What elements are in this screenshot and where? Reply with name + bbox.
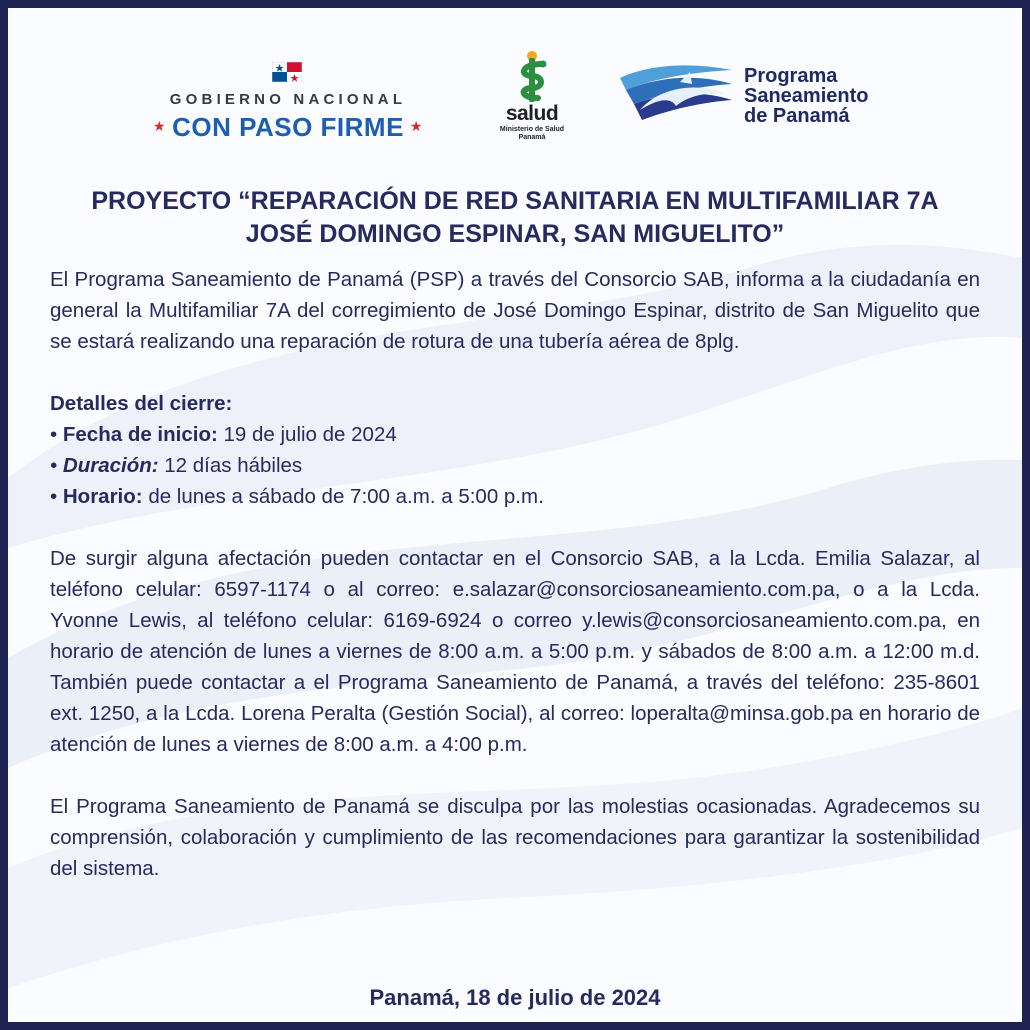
star-icon: ★	[153, 118, 167, 134]
psp-line: Saneamiento	[744, 85, 869, 107]
salud-text: salud	[505, 102, 559, 125]
ministerio-text	[482, 126, 582, 142]
gobierno-logo	[138, 54, 438, 144]
psp-line: de Panamá	[744, 105, 850, 127]
details-heading: Detalles del cierre:	[50, 392, 233, 415]
detail-label: Fecha de inicio:	[62, 423, 218, 446]
contact-paragraph: De surgir alguna afectación pueden contactar en el Consorcio SAB, a la Lcda. Emilia Salazar, al teléfono celular: 6597-1174 o al correo: e.salazar@consorciosaneamiento.com.pa, o a la Lcda. Yvonne Lewis, al teléfono celular: 6169-6924 o correo y.lewis@consorciosaneamiento.com.pa, en horario de atención de lunes a viernes de 8:00 a.m. a 5:00 p.m. y sábados de 8:00 a.m. a 12:00 m.d. También puede contactar a el Programa Saneamiento de Panamá, a través del teléfono: 235-8601 ext. 1250, a la Lcda. Lorena Peralta (Gestión Social), al correo: loperalta@minsa.gob.pa en horario de atención de lunes a viernes de 8:00 a.m. a 4:00 p.m.	[50, 547, 980, 756]
detail-item: • Duración: 12 días hábiles	[50, 454, 303, 477]
psp-line: Programa	[744, 65, 838, 87]
detail-item: • Horario: de lunes a sábado de 7:00 a.m. a 5:00 p.m.	[50, 485, 544, 508]
ministerio-line: Ministerio de Salud	[499, 126, 565, 133]
logo-bar	[8, 44, 1022, 154]
title-line-2: JOSÉ DOMINGO ESPINAR, SAN MIGUELITO”	[245, 220, 785, 248]
detail-value: de lunes a sábado de 7:00 a.m. a 5:00 p.m.	[148, 485, 544, 508]
detail-value: 12 días hábiles	[164, 454, 303, 477]
intro-paragraph: El Programa Saneamiento de Panamá (PSP) a través del Consorcio SAB, informa a la ciudadanía en general la Multifamiliar 7A del corregimiento de José Domingo Espinar, distrito de San Miguelito que se estará realizando una reparación de rotura de una tubería aérea de 8plg.	[50, 268, 980, 353]
minsa-logo	[482, 50, 582, 150]
panama-flag-icon	[272, 62, 302, 82]
detail-label: Duración:	[62, 454, 159, 477]
title-line-1: PROYECTO “REPARACIÓN DE RED SANITARIA EN MULTIFAMILIAR 7A	[91, 187, 939, 215]
detail-item: • Fecha de inicio: 19 de julio de 2024	[50, 423, 397, 446]
closing-paragraph: El Programa Saneamiento de Panamá se disculpa por las molestias ocasionadas. Agradecemos su comprensión, colaboración y cumplimiento de las recomendaciones para garantizar la sostenibilidad del sistema.	[50, 795, 980, 880]
announcement-body	[50, 264, 980, 884]
gobierno-nacional-text: GOBIERNO NACIONAL	[169, 91, 407, 108]
detail-value: 19 de julio de 2024	[223, 423, 397, 446]
project-title	[28, 185, 1002, 251]
psp-dolphin-icon	[620, 60, 736, 130]
psp-name	[744, 66, 944, 126]
date-footer: Panamá, 18 de julio de 2024	[369, 985, 661, 1010]
con-paso-firme-text: ★ CON PASO FIRME ★	[138, 112, 438, 143]
star-icon: ★	[409, 118, 423, 134]
detail-label: Horario:	[62, 485, 143, 508]
panama-line: Panamá	[518, 134, 546, 141]
